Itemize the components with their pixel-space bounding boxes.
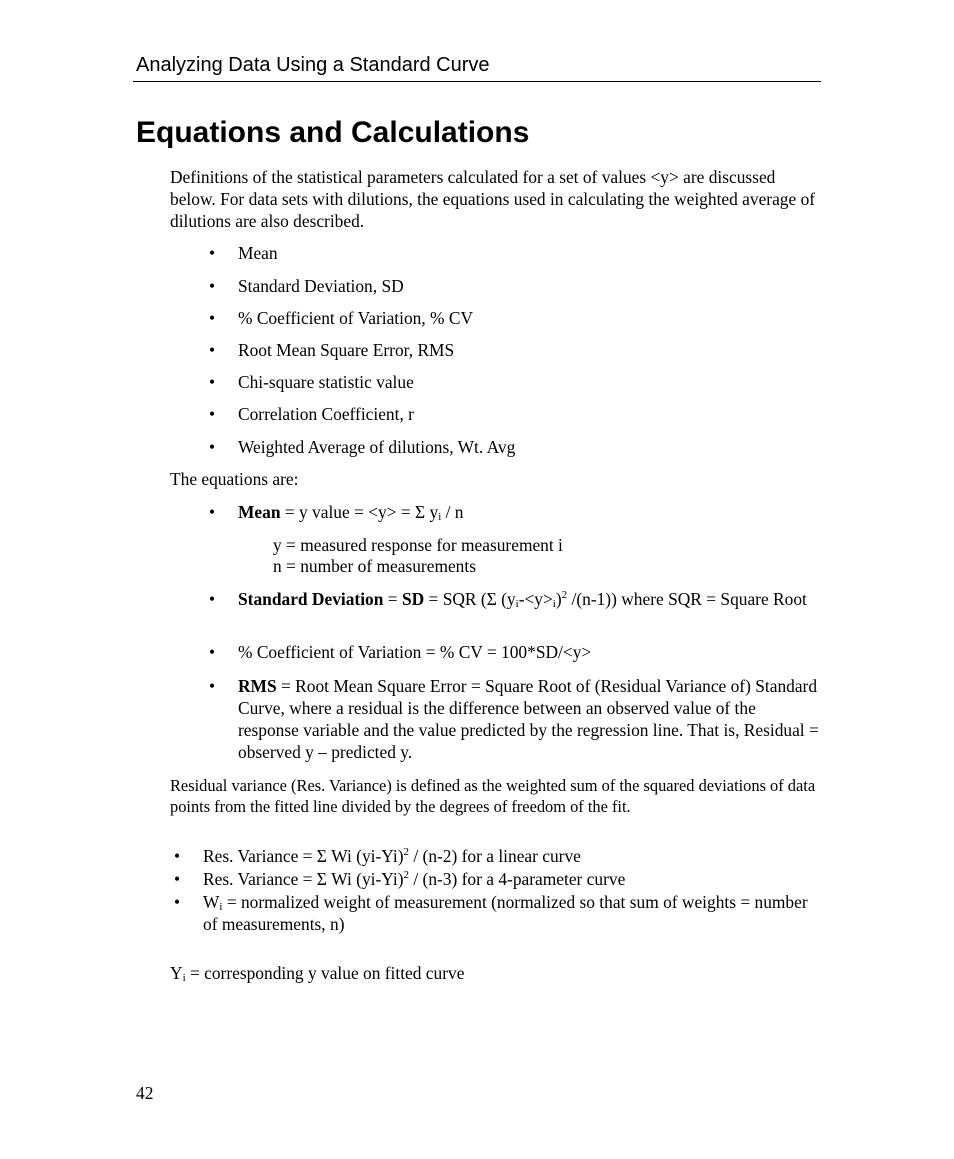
bullet-icon: •	[208, 372, 216, 392]
page-number: 42	[136, 1083, 154, 1103]
bullet-icon: •	[173, 892, 181, 912]
parameter-label: % Coefficient of Variation, % CV	[238, 308, 474, 328]
bullet-icon: •	[208, 676, 216, 696]
bullet-icon: •	[173, 846, 181, 866]
equation-label: RMS	[238, 676, 277, 696]
parameter-label: Mean	[238, 243, 278, 263]
equation-text: Mean = y value = <y> = Σ $y_i$ / n	[238, 502, 464, 523]
parameter-label: Correlation Coefficient, r	[238, 404, 414, 424]
equation-text: RMS = Root Mean Square Error = Square Root of (Residual Variance of) Standard Curve, where a residual is the difference between an observed value of the response variable and the value predicted by the regression line. That is, Residual = observed y – predicted y.	[238, 676, 819, 762]
variance-text: $W_i$ = normalized weight of measurement (normalized so that sum of weights = number of measurements, n)	[203, 892, 808, 934]
definition-y: y = measured response for measurement i	[273, 535, 563, 555]
bullet-icon: •	[208, 437, 216, 457]
bullet-icon: •	[208, 589, 216, 609]
page-title: Equations and Calculations	[136, 116, 530, 149]
equations-intro: The equations are:	[170, 469, 299, 489]
running-header-title: Analyzing Data Using a Standard Curve	[136, 54, 490, 76]
parameter-label: Weighted Average of dilutions, Wt. Avg	[238, 437, 516, 457]
bullet-icon: •	[173, 869, 181, 889]
bullet-icon: •	[208, 404, 216, 424]
equation-label: Mean	[238, 502, 281, 522]
definition-n: n = number of measurements	[273, 556, 476, 576]
equation-text: Standard Deviation = SD = SQR (Σ $(y_i-<y>_i)^2$ /(n-1)) where SQR = Square Root	[238, 589, 807, 610]
bullet-icon: •	[208, 276, 216, 296]
equation-text: % Coefficient of Variation = % CV = 100*SD/<y>	[238, 642, 592, 662]
equation-label: Standard Deviation	[238, 589, 384, 609]
bullet-icon: •	[208, 340, 216, 360]
variance-text: Res. Variance = Σ Wi $(yi-Yi)^2 / (n-2)$ for a linear curve	[203, 846, 581, 866]
variance-text: Res. Variance = Σ Wi $(yi-Yi)^2 / (n-3)$ for a 4-parameter curve	[203, 869, 626, 889]
parameter-label: Chi-square statistic value	[238, 372, 414, 392]
parameter-label: Root Mean Square Error, RMS	[238, 340, 455, 360]
bullet-icon: •	[208, 642, 216, 662]
yi-definition: $Y_i$ = corresponding y value on fitted curve	[170, 963, 465, 984]
parameter-label: Standard Deviation, SD	[238, 276, 404, 296]
bullet-icon: •	[208, 502, 216, 522]
intro-paragraph: Definitions of the statistical parameters calculated for a set of values <y> are discussed below. For data sets with dilutions, the equations used in calculating the weighted average of dilutions are also described.	[170, 167, 816, 231]
bullet-icon: •	[208, 308, 216, 328]
running-header	[133, 53, 821, 82]
bullet-icon: •	[208, 243, 216, 263]
residual-paragraph: Residual variance (Res. Variance) is defined as the weighted sum of the squared deviations of data points from the fitted line divided by the degrees of freedom of the fit.	[170, 776, 816, 816]
